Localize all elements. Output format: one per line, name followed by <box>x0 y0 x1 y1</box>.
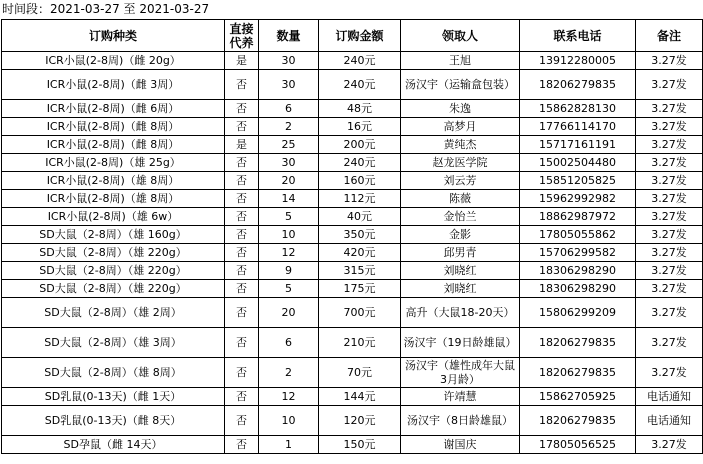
cell-amount: 700元 <box>319 298 401 328</box>
cell-type: ICR小鼠(2-8周)（雌 20g） <box>2 52 225 70</box>
table-row <box>2 118 703 136</box>
cell-direct: 否 <box>225 154 259 172</box>
cell-receiver: 许靖慧 <box>401 388 520 406</box>
cell-type: ICR小鼠(2-8周)（雌 8周） <box>2 118 225 136</box>
cell-direct: 否 <box>225 190 259 208</box>
cell-phone: 15706299582 <box>520 244 636 262</box>
cell-note: 3.27发 <box>636 52 703 70</box>
table-row <box>2 52 703 70</box>
cell-receiver: 谢国庆 <box>401 436 520 454</box>
cell-receiver: 刘晓红 <box>401 262 520 280</box>
cell-qty: 5 <box>259 280 319 298</box>
cell-direct: 否 <box>225 280 259 298</box>
date-range-label: 时间段：2021-03-27 至 2021-03-27 <box>2 2 210 16</box>
cell-receiver: 邱男青 <box>401 244 520 262</box>
cell-receiver: 朱逸 <box>401 100 520 118</box>
cell-qty: 14 <box>259 190 319 208</box>
cell-qty: 10 <box>259 226 319 244</box>
cell-note: 3.27发 <box>636 118 703 136</box>
cell-receiver: 金影 <box>401 226 520 244</box>
cell-receiver: 刘晓红 <box>401 280 520 298</box>
cell-note: 3.27发 <box>636 70 703 100</box>
cell-receiver: 陈薇 <box>401 190 520 208</box>
cell-direct: 是 <box>225 136 259 154</box>
header-phone: 联系电话 <box>520 20 636 52</box>
cell-amount: 420元 <box>319 244 401 262</box>
cell-amount: 315元 <box>319 262 401 280</box>
cell-amount: 112元 <box>319 190 401 208</box>
cell-note: 电话通知 <box>636 388 703 406</box>
cell-qty: 10 <box>259 406 319 436</box>
cell-qty: 6 <box>259 100 319 118</box>
table-row <box>2 280 703 298</box>
cell-note: 3.27发 <box>636 328 703 358</box>
table-row <box>2 388 703 406</box>
cell-note: 3.27发 <box>636 436 703 454</box>
table-row <box>2 244 703 262</box>
cell-qty: 5 <box>259 208 319 226</box>
table-row <box>2 172 703 190</box>
cell-amount: 175元 <box>319 280 401 298</box>
cell-qty: 20 <box>259 172 319 190</box>
cell-amount: 48元 <box>319 100 401 118</box>
cell-direct: 否 <box>225 100 259 118</box>
cell-receiver: 王旭 <box>401 52 520 70</box>
cell-phone: 15862828130 <box>520 100 636 118</box>
table-row <box>2 226 703 244</box>
cell-amount: 240元 <box>319 70 401 100</box>
cell-note: 3.27发 <box>636 358 703 388</box>
orders-table <box>1 19 703 454</box>
cell-phone: 17805055862 <box>520 226 636 244</box>
cell-qty: 2 <box>259 118 319 136</box>
cell-direct: 否 <box>225 406 259 436</box>
cell-direct: 否 <box>225 226 259 244</box>
cell-qty: 6 <box>259 328 319 358</box>
cell-direct: 否 <box>225 244 259 262</box>
cell-qty: 30 <box>259 70 319 100</box>
cell-phone: 18862987972 <box>520 208 636 226</box>
cell-amount: 120元 <box>319 406 401 436</box>
cell-phone: 17766114170 <box>520 118 636 136</box>
cell-type: SD乳鼠(0-13天)（雌 8天） <box>2 406 225 436</box>
cell-direct: 否 <box>225 262 259 280</box>
cell-amount: 70元 <box>319 358 401 388</box>
cell-amount: 240元 <box>319 154 401 172</box>
cell-type: ICR小鼠(2-8周)（雄 8周） <box>2 190 225 208</box>
header-direct: 直接代养 <box>225 20 259 52</box>
cell-amount: 200元 <box>319 136 401 154</box>
cell-receiver: 刘云芳 <box>401 172 520 190</box>
table-row <box>2 190 703 208</box>
cell-note: 3.27发 <box>636 244 703 262</box>
cell-type: SD大鼠（2-8周）（雄 220g） <box>2 244 225 262</box>
table-row <box>2 100 703 118</box>
cell-phone: 15862705925 <box>520 388 636 406</box>
cell-qty: 20 <box>259 298 319 328</box>
cell-note: 3.27发 <box>636 172 703 190</box>
cell-direct: 否 <box>225 328 259 358</box>
cell-phone: 15806299209 <box>520 298 636 328</box>
cell-direct: 否 <box>225 388 259 406</box>
cell-phone: 15002504480 <box>520 154 636 172</box>
cell-type: ICR小鼠(2-8周)（雌 6周） <box>2 100 225 118</box>
cell-phone: 13912280005 <box>520 52 636 70</box>
cell-qty: 30 <box>259 52 319 70</box>
cell-receiver: 金怡兰 <box>401 208 520 226</box>
cell-phone: 18206279835 <box>520 70 636 100</box>
cell-amount: 144元 <box>319 388 401 406</box>
table-row <box>2 328 703 358</box>
cell-note: 3.27发 <box>636 298 703 328</box>
header-qty: 数量 <box>259 20 319 52</box>
cell-phone: 18306298290 <box>520 262 636 280</box>
table-row <box>2 136 703 154</box>
cell-qty: 30 <box>259 154 319 172</box>
cell-type: ICR小鼠(2-8周)（雄 25g） <box>2 154 225 172</box>
cell-receiver: 黄纯杰 <box>401 136 520 154</box>
cell-type: SD大鼠（2-8周）（雄 3周） <box>2 328 225 358</box>
cell-qty: 2 <box>259 358 319 388</box>
cell-note: 3.27发 <box>636 190 703 208</box>
cell-qty: 9 <box>259 262 319 280</box>
table-row <box>2 406 703 436</box>
cell-type: SD大鼠（2-8周）（雄 220g） <box>2 280 225 298</box>
cell-direct: 是 <box>225 52 259 70</box>
cell-phone: 18206279835 <box>520 328 636 358</box>
table-row <box>2 298 703 328</box>
cell-note: 3.27发 <box>636 262 703 280</box>
cell-phone: 18206279835 <box>520 358 636 388</box>
cell-note: 电话通知 <box>636 406 703 436</box>
cell-receiver: 汤汉宇（8日龄雄鼠） <box>401 406 520 436</box>
header-amount: 订购金额 <box>319 20 401 52</box>
cell-receiver: 汤汉宇（雄性成年大鼠3月龄） <box>401 358 520 388</box>
cell-amount: 210元 <box>319 328 401 358</box>
cell-qty: 25 <box>259 136 319 154</box>
cell-type: SD大鼠（2-8周）（雄 220g） <box>2 262 225 280</box>
cell-phone: 15851205825 <box>520 172 636 190</box>
cell-direct: 否 <box>225 118 259 136</box>
cell-receiver: 赵龙医学院 <box>401 154 520 172</box>
cell-direct: 否 <box>225 298 259 328</box>
cell-amount: 40元 <box>319 208 401 226</box>
cell-type: SD大鼠（2-8周）（雄 2周） <box>2 298 225 328</box>
cell-type: SD大鼠（2-8周）（雄 160g） <box>2 226 225 244</box>
cell-direct: 否 <box>225 208 259 226</box>
cell-type: ICR小鼠(2-8周)（雄 8周） <box>2 172 225 190</box>
table-row <box>2 208 703 226</box>
cell-phone: 18306298290 <box>520 280 636 298</box>
cell-type: ICR小鼠(2-8周)（雌 3周） <box>2 70 225 100</box>
table-row <box>2 358 703 388</box>
cell-qty: 12 <box>259 244 319 262</box>
cell-type: ICR小鼠(2-8周)（雄 6w） <box>2 208 225 226</box>
cell-amount: 350元 <box>319 226 401 244</box>
cell-note: 3.27发 <box>636 280 703 298</box>
cell-phone: 15717161191 <box>520 136 636 154</box>
cell-receiver: 汤汉宇（19日龄雄鼠） <box>401 328 520 358</box>
cell-note: 3.27发 <box>636 154 703 172</box>
cell-amount: 16元 <box>319 118 401 136</box>
table-row <box>2 70 703 100</box>
cell-qty: 12 <box>259 388 319 406</box>
cell-note: 3.27发 <box>636 208 703 226</box>
cell-direct: 否 <box>225 436 259 454</box>
table-header-row <box>2 20 703 52</box>
header-note: 备注 <box>636 20 703 52</box>
cell-type: SD孕鼠（雌 14天） <box>2 436 225 454</box>
cell-direct: 否 <box>225 172 259 190</box>
cell-type: SD乳鼠(0-13天)（雌 1天） <box>2 388 225 406</box>
cell-note: 3.27发 <box>636 100 703 118</box>
cell-receiver: 汤汉宇（运输盒包装） <box>401 70 520 100</box>
cell-phone: 18206279835 <box>520 406 636 436</box>
cell-phone: 15962992982 <box>520 190 636 208</box>
cell-amount: 150元 <box>319 436 401 454</box>
table-row <box>2 154 703 172</box>
cell-amount: 160元 <box>319 172 401 190</box>
cell-type: SD大鼠（2-8周）（雄 8周） <box>2 358 225 388</box>
header-type: 订购种类 <box>2 20 225 52</box>
cell-note: 3.27发 <box>636 226 703 244</box>
cell-direct: 否 <box>225 70 259 100</box>
table-row <box>2 436 703 454</box>
cell-note: 3.27发 <box>636 136 703 154</box>
cell-direct: 否 <box>225 358 259 388</box>
cell-qty: 1 <box>259 436 319 454</box>
cell-phone: 17805056525 <box>520 436 636 454</box>
table-row <box>2 262 703 280</box>
cell-receiver: 高梦月 <box>401 118 520 136</box>
cell-receiver: 高升（大鼠18-20天） <box>401 298 520 328</box>
cell-amount: 240元 <box>319 52 401 70</box>
header-receiver: 领取人 <box>401 20 520 52</box>
cell-type: ICR小鼠(2-8周)（雌 8周） <box>2 136 225 154</box>
